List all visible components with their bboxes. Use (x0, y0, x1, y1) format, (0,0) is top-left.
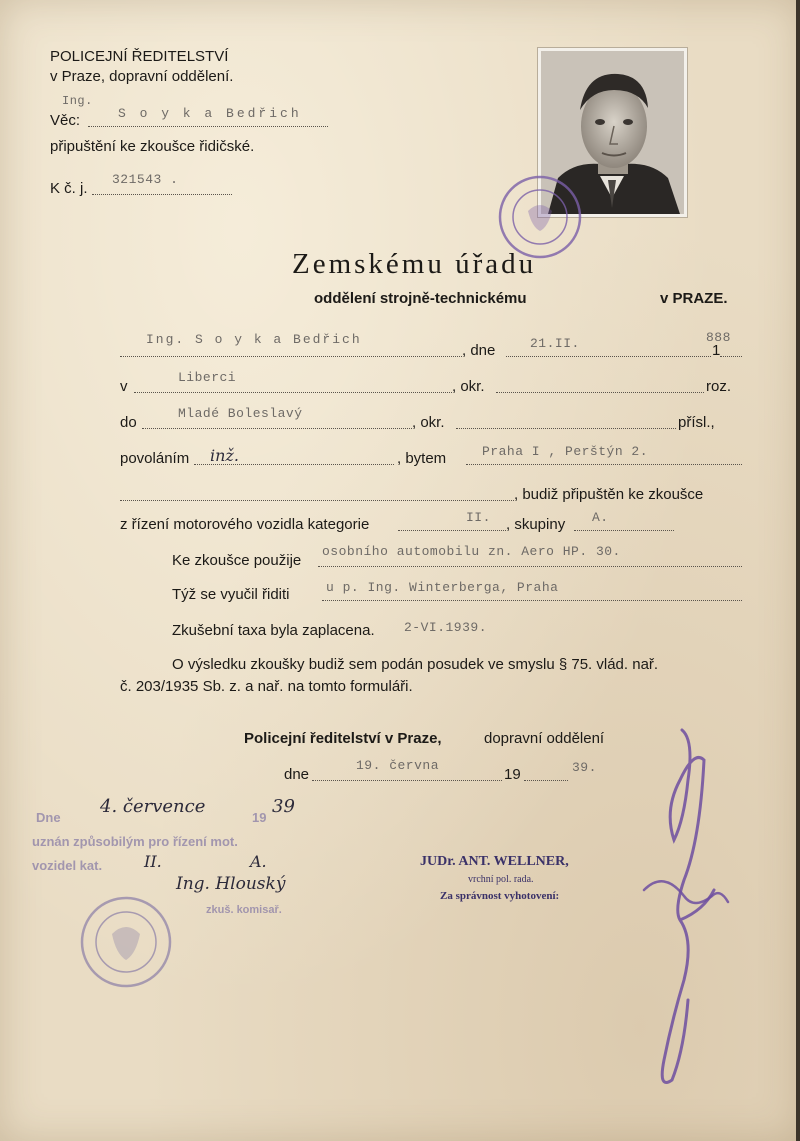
police-stamp-seal (498, 175, 582, 259)
commission-seal-icon (80, 896, 172, 988)
residence-dotted-line (466, 464, 742, 465)
okr-label-2: , okr. (412, 414, 445, 431)
domicile: Mladé Boleslavý (178, 406, 303, 421)
vehicle-dotted-line (318, 566, 742, 567)
official-certify: Za správnost vyhotovení: (440, 890, 560, 902)
birth-date: 21.II. (530, 336, 580, 351)
category-dotted-line (398, 530, 506, 531)
trained: u p. Ing. Winterberga, Praha (326, 580, 559, 595)
applicant-name: Ing. S o y k a Bedřich (146, 332, 362, 347)
group-dotted-line (574, 530, 674, 531)
page-edge (796, 0, 800, 1141)
header-line2: v Praze, dopravní oddělení. (50, 68, 234, 85)
date-dotted-line (312, 780, 502, 781)
vec-value: S o y k a Bedřich (118, 106, 302, 121)
occupation-label: povoláním (120, 450, 190, 467)
birthdate-dotted-line (506, 356, 711, 357)
kcj-dotted-line (92, 194, 232, 195)
birthplace: Liberci (178, 370, 237, 385)
kcj-value: 321543 . (112, 172, 179, 187)
roz-label: roz. (706, 378, 732, 395)
exam-year: 19 (252, 810, 267, 825)
vehicle: osobního automobilu zn. Aero HP. 30. (322, 544, 621, 559)
v-label: v (120, 378, 128, 395)
exam-date-hand: 4. července (100, 796, 206, 817)
permit-dotted-line (120, 500, 514, 501)
purple-signature-icon (624, 720, 744, 1100)
domicile-dotted-line (142, 428, 412, 429)
header-line1: POLICEJNÍ ŘEDITELSTVÍ (50, 48, 229, 65)
okr-label: , okr. (452, 378, 485, 395)
year-dotted-line (720, 356, 742, 357)
birth-year: 888 (706, 330, 731, 345)
official-name: JUDr. ANT. WELLNER, (420, 854, 569, 869)
group-label: , skupiny (506, 516, 566, 533)
addressee-city: v PRAZE. (660, 290, 728, 307)
title-typed: Ing. (62, 94, 93, 108)
trained-dotted-line (322, 600, 742, 601)
exam-line2: uznán způsobilým pro řízení mot. (32, 834, 238, 849)
category-label: z řízení motorového vozidla kategorie (120, 516, 370, 533)
issue-year-dotted-line (524, 780, 568, 781)
exam-dne: Dne (36, 810, 61, 825)
result-line1: O výsledku zkoušky budiž sem podán posudek ve smyslu § 75. vlád. nař. (172, 656, 659, 673)
police-stamp-icon (498, 175, 582, 259)
category: II. (466, 510, 491, 525)
permit-text: , budiž připuštěn ke zkoušce (514, 486, 704, 503)
issue-year: 39. (572, 760, 597, 775)
trained-label: Týž se vyučil řiditi (172, 586, 290, 603)
kcj-label: K č. j. (50, 180, 88, 197)
exam-commission-seal (80, 896, 172, 988)
prisl-label: přísl., (678, 414, 715, 431)
issuer-rest: dopravní oddělení (484, 730, 605, 747)
dne-label: , dne (462, 342, 496, 359)
residence-label: , bytem (397, 450, 447, 467)
exam-signature: Ing. Hlouský (176, 874, 286, 894)
addressee-dept: oddělení strojně-technickému (314, 290, 527, 307)
birthplace-dotted-line (134, 392, 452, 393)
exam-commissioner: zkuš. komisař. (206, 904, 282, 916)
vec-label: Věc: (50, 112, 81, 129)
vec-line2: připuštění ke zkoušce řidičské. (50, 138, 255, 155)
date-label: dne (284, 766, 310, 783)
vec-dotted-line (88, 126, 328, 127)
group: A. (592, 510, 609, 525)
official-signature (624, 720, 744, 1100)
occupation: inž. (210, 446, 239, 465)
okr2-dotted-line (456, 428, 676, 429)
result-line2: č. 203/1935 Sb. z. a nař. na tomto formuláři. (120, 678, 413, 695)
fee-label: Zkušební taxa byla zaplacena. (172, 622, 375, 639)
okr-dotted-line (496, 392, 704, 393)
name-dotted-line (120, 356, 462, 357)
exam-category-hand: II. (144, 852, 162, 871)
residence: Praha I , Perštýn 2. (482, 444, 649, 459)
do-label: do (120, 414, 137, 431)
addressee-title: Zemskému úřadu (292, 248, 537, 280)
year-prefix: 1 (712, 342, 721, 359)
exam-line3: vozidel kat. (32, 858, 103, 873)
issue-year-label: 19 (504, 766, 521, 783)
issuer-bold: Policejní ředitelství v Praze, (244, 730, 442, 747)
official-rank: vrchní pol. rada. (468, 874, 534, 885)
exam-group-hand: A. (250, 852, 267, 871)
fee-date: 2-VI.1939. (404, 620, 488, 635)
vehicle-label: Ke zkoušce použije (172, 552, 302, 569)
exam-year-hand: 39 (272, 796, 295, 817)
issue-date: 19. června (356, 758, 440, 773)
